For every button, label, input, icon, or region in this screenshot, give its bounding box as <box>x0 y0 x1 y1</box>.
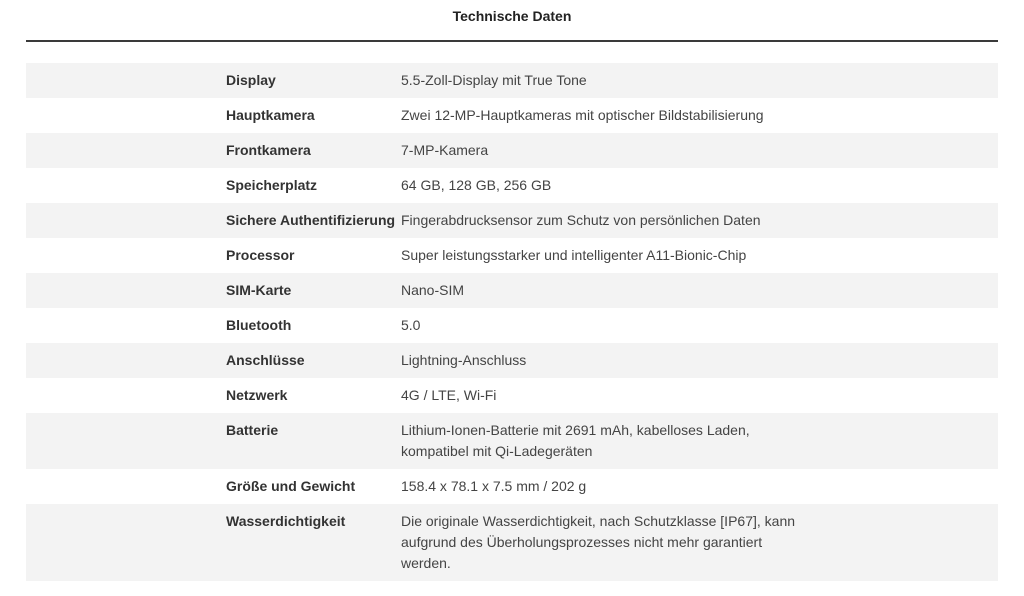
spec-row-anschluesse <box>26 343 998 378</box>
spec-label: Größe und Gewicht <box>226 478 356 494</box>
spec-label: SIM-Karte <box>226 282 292 298</box>
spec-label: Netzwerk <box>226 387 288 403</box>
spec-label: Batterie <box>226 422 279 438</box>
spec-row-processor <box>26 238 998 273</box>
spec-row-display <box>26 63 998 98</box>
spec-label: Bluetooth <box>226 317 292 333</box>
spec-value: Fingerabdrucksensor zum Schutz von persönlichen Daten <box>401 212 761 228</box>
spec-value: 5.5-Zoll-Display mit True Tone <box>401 72 587 88</box>
title-divider <box>26 40 998 42</box>
spec-label: Processor <box>226 247 295 263</box>
spec-row-speicherplatz <box>26 168 998 203</box>
spec-label: Sichere Authentifizierung <box>226 212 396 228</box>
spec-label: Speicherplatz <box>226 177 318 193</box>
spec-table <box>26 63 998 581</box>
section-title: Technische Daten <box>452 8 572 24</box>
spec-label: Wasserdichtigkeit <box>226 513 346 529</box>
spec-value: Lithium-Ionen-Batterie mit 2691 mAh, kabelloses Laden, kompatibel mit Qi-Ladegeräten <box>401 422 750 459</box>
spec-value: 64 GB, 128 GB, 256 GB <box>401 177 552 193</box>
spec-value: 4G / LTE, Wi-Fi <box>401 387 497 403</box>
spec-row-batterie <box>26 413 998 469</box>
spec-row-hauptkamera <box>26 98 998 133</box>
spec-label: Display <box>226 72 276 88</box>
spec-label: Frontkamera <box>226 142 311 158</box>
spec-row-bluetooth <box>26 308 998 343</box>
spec-value: Nano-SIM <box>401 282 465 298</box>
spec-value: Lightning-Anschluss <box>401 352 527 368</box>
spec-value: 158.4 x 78.1 x 7.5 mm / 202 g <box>401 478 587 494</box>
spec-row-groesse-gewicht <box>26 469 998 504</box>
spec-row-frontkamera <box>26 133 998 168</box>
spec-value: Die originale Wasserdichtigkeit, nach Schutzklasse [IP67], kann aufgrund des Überholungsprozesses nicht mehr garantiert werden. <box>401 513 796 571</box>
spec-row-sim-karte <box>26 273 998 308</box>
spec-label: Anschlüsse <box>226 352 305 368</box>
spec-value: Super leistungsstarker und intelligenter A11-Bionic-Chip <box>401 247 747 263</box>
spec-label: Hauptkamera <box>226 107 315 123</box>
spec-row-wasserdichtigkeit <box>26 504 998 581</box>
spec-value: Zwei 12-MP-Hauptkameras mit optischer Bildstabilisierung <box>401 107 764 123</box>
spec-value: 5.0 <box>401 317 421 333</box>
spec-row-netzwerk <box>26 378 998 413</box>
spec-row-authentifizierung <box>26 203 998 238</box>
spec-value: 7-MP-Kamera <box>401 142 489 158</box>
